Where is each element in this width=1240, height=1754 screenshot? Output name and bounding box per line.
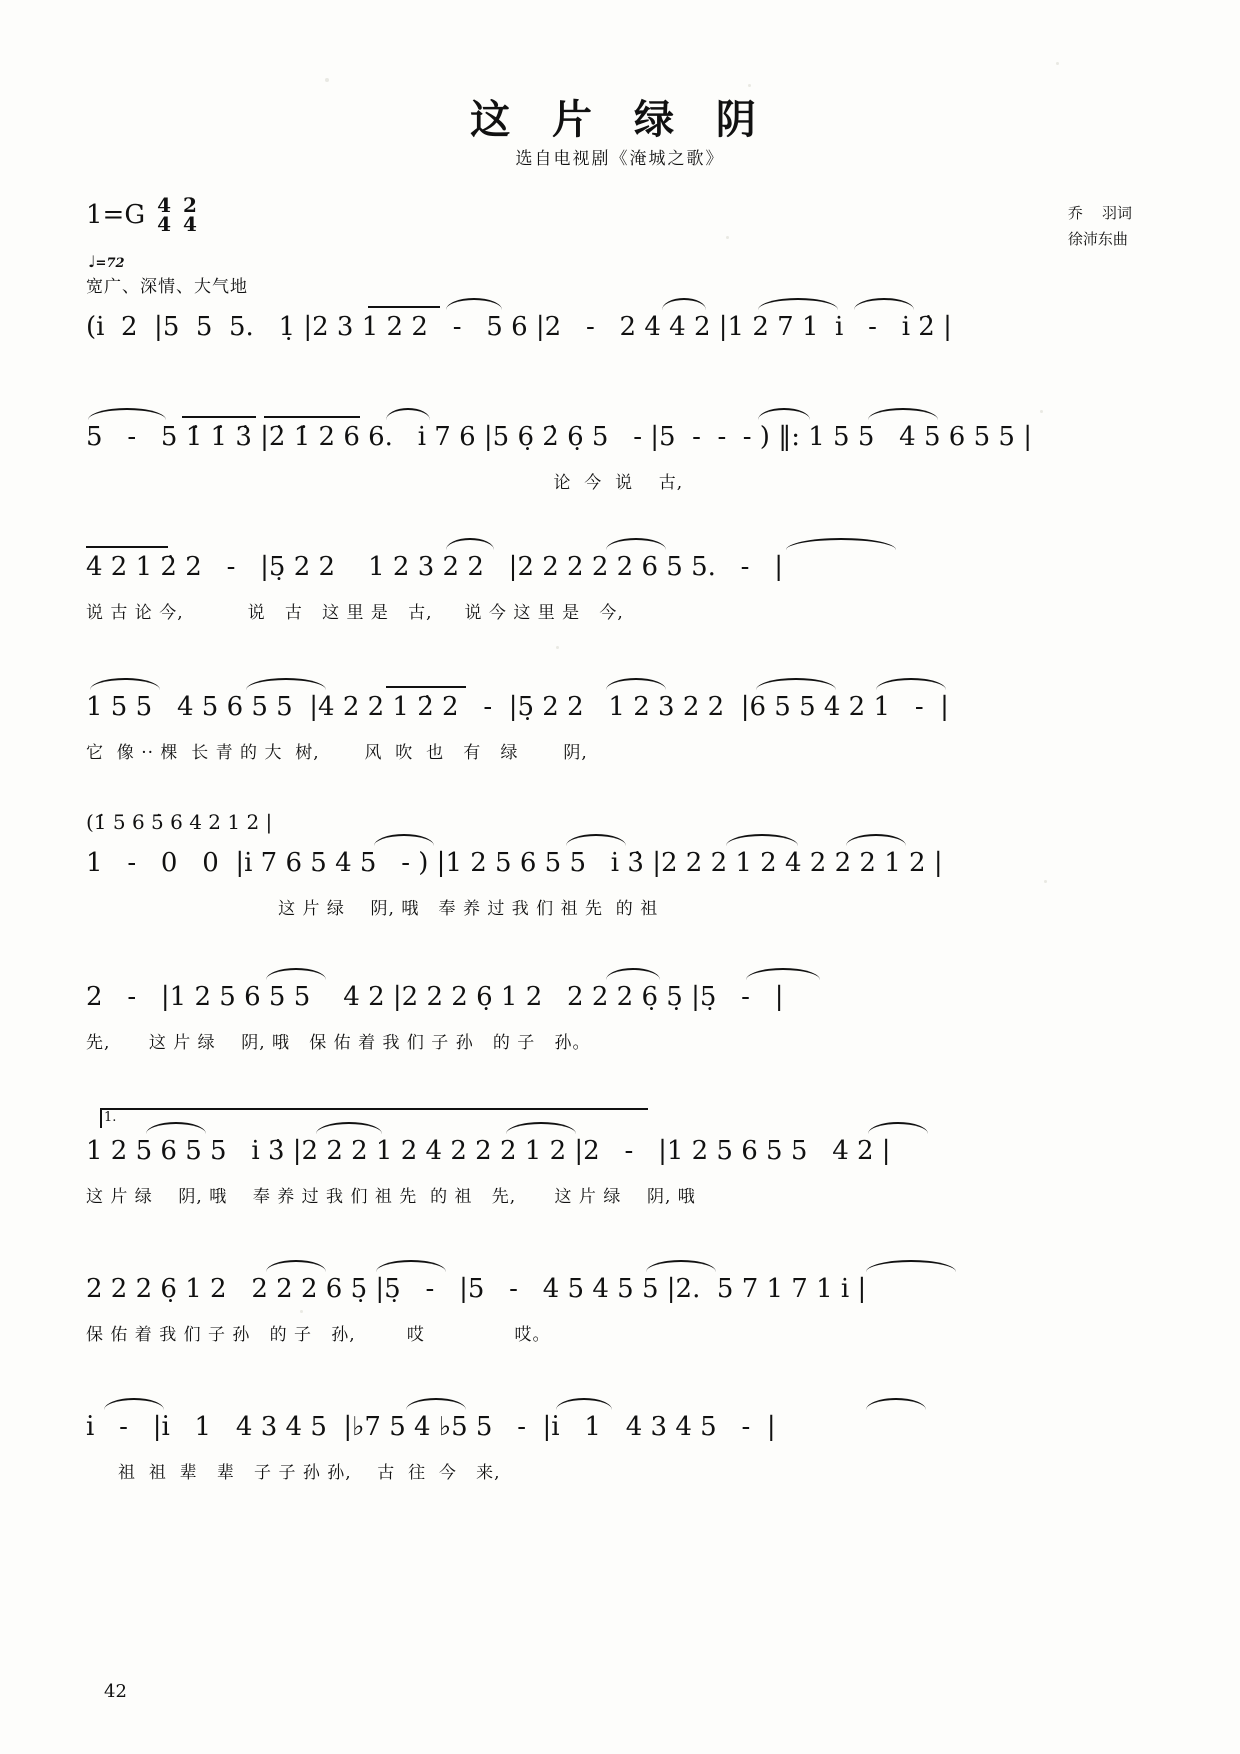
slur	[90, 678, 160, 690]
slur	[606, 678, 666, 690]
slur	[756, 678, 836, 690]
expression-marking: 宽广、深情、大气地	[86, 277, 248, 297]
notation-line: 4 2 1 2̇ 2 - |5̣ 2 2 1 2 3 2 2 |2 2 2 2 2 6 5 5. - |	[86, 552, 784, 582]
slur	[846, 834, 906, 846]
slur	[726, 834, 798, 846]
music-system	[86, 1124, 1154, 1207]
lyrics-line: 这 片 绿 阴, 哦 奉 养 过 我 们 祖 先 的 祖 先, 这 片 绿 阴, 哦	[86, 1187, 696, 1207]
beam-group	[86, 1124, 1154, 1134]
time-signature-2-4	[183, 193, 197, 236]
music-system	[86, 1400, 1154, 1483]
slur	[146, 1122, 206, 1134]
slur	[746, 968, 820, 980]
slur	[316, 1122, 382, 1134]
key-signature-label: 1=G	[86, 200, 146, 230]
paper-speck	[556, 646, 559, 649]
lyrics-line: 说 古 论 今, 说 古 这 里 是 古, 说 今 这 里 是 今,	[86, 603, 624, 623]
beam	[182, 416, 256, 418]
music-system	[86, 540, 1154, 623]
key-signature	[86, 193, 197, 236]
notation-line: 2 - |1 2 5 6 5 5 4 2 |2 2 2 6̣ 1 2 2 2 2 6̣ 5̣ |5̣ - |	[86, 982, 784, 1012]
slur	[376, 1260, 446, 1272]
slur	[646, 1260, 716, 1272]
notation-line: 1 5 5 4 5 6 5 5 |4 2 2 1 2̇ 2 - |5̣ 2 2 1 2 3 2 2 |6 5 5 4 2 1 - |	[86, 692, 949, 722]
slur	[868, 408, 938, 420]
notation-line: 1 2 5 6 5 5 i 3̇ |2 2 2 1 2 4 2 2 2 1 2 |2 - |1 2 5 6 5 5 4 2 |	[86, 1136, 891, 1166]
credits	[1068, 200, 1132, 252]
beam-group	[86, 836, 1154, 846]
lyrics-line: 祖 祖 辈 辈 子 子 孙 孙, 古 往 今 来,	[86, 1463, 501, 1483]
repeat-ending-bracket-top	[100, 1108, 648, 1110]
music-system	[86, 410, 1154, 493]
paper-speck	[325, 78, 329, 82]
time-signature-2-denominator: 4	[183, 212, 197, 236]
page-number: 42	[104, 1681, 127, 1702]
beam-group	[86, 970, 1154, 980]
notation-line: i̇ - |i̇ 1 4 3 4 5 |♭7 5 4 ♭5 5 - |i̇ 1 4 3 4 5 - |	[86, 1412, 776, 1442]
time-signature-4-4	[157, 193, 172, 236]
slur	[266, 968, 326, 980]
beam	[86, 546, 168, 548]
beam-group	[86, 540, 1154, 550]
time-signature-numerator: 4	[157, 193, 172, 217]
time-signature-2-numerator: 2	[183, 193, 197, 217]
time-signature-denominator: 4	[157, 212, 172, 236]
slur	[758, 298, 838, 310]
slur	[876, 678, 946, 690]
lyrics-line: 它 像 ·· 棵 长 青 的 大 树, 风 吹 也 有 绿 阴,	[86, 743, 588, 763]
lyrics-line: 保 佑 着 我 们 子 孙 的 子 孙, 哎 哎。	[86, 1325, 551, 1345]
notation-line: 5 - 5 1̇ 1̇ 3̇ |2̇ 1̇ 2 6 6. i 7 6 |5 6̣ 2̇ 6̣ 5 - |5 - - - ) ‖: 1 5 5 4 5 6 5 5 |	[86, 422, 1032, 452]
page-subtitle: 选自电视剧《淹城之歌》	[515, 149, 725, 169]
beam	[368, 306, 440, 308]
lyrics-line: 先, 这 片 绿 阴, 哦 保 佑 着 我 们 子 孙 的 子 孙。	[86, 1033, 591, 1053]
quarter-note-icon: ♩	[88, 252, 96, 271]
slur	[406, 1398, 466, 1410]
slur	[606, 538, 666, 550]
slur	[374, 834, 434, 846]
composer-credit: 徐沛东曲	[1067, 230, 1128, 248]
beam	[264, 416, 360, 418]
music-system	[86, 810, 1154, 919]
slur	[566, 834, 626, 846]
slur	[104, 1398, 164, 1410]
paper-speck	[748, 84, 751, 87]
beam-group	[86, 300, 1154, 310]
slur	[88, 408, 166, 420]
slur	[866, 1398, 926, 1410]
music-system	[86, 300, 1154, 344]
slur	[786, 538, 896, 550]
slur	[506, 1122, 576, 1134]
notation-line: (i 2 |5 5 5. 1̣ |2 3 1 2 2 - 5 6 |2 - 2 4 4 2 |1 2 7 1 i - i 2̇ |	[86, 312, 952, 342]
slur	[758, 408, 810, 420]
lyrics-line: 论 今 说 古,	[86, 473, 684, 493]
notation-line: 1 - 0 0 |i 7 6 5 4 5 - ) |1 2 5 6 5 5 i 3̇ |2 2 2 1 2 4 2 2 2 1 2 |	[86, 848, 943, 878]
music-system	[86, 970, 1154, 1053]
slur	[556, 1398, 612, 1410]
music-system	[86, 1262, 1154, 1345]
slur	[866, 1260, 956, 1272]
slur	[662, 298, 706, 310]
music-system	[86, 680, 1154, 763]
beam-group	[86, 1400, 1154, 1410]
paper-speck	[1056, 62, 1059, 65]
slur	[446, 538, 494, 550]
slur	[868, 1122, 928, 1134]
paper-speck	[726, 236, 729, 239]
notation-line: 2 2 2 6̣ 1 2 2 2 2 6 5̣ |5̣ - |5 - 4 5 4 5 5 |2. 5 7 1 7 1 i |	[86, 1274, 867, 1304]
slur	[246, 678, 326, 690]
beam	[386, 686, 466, 688]
repeat-ending-label: 1.	[104, 1110, 117, 1125]
beam-group	[86, 410, 1154, 420]
lyrics-line: 这 片 绿 阴, 哦 奉 养 过 我 们 祖 先 的 祖	[86, 899, 659, 919]
slur	[386, 408, 430, 420]
slur	[854, 298, 914, 310]
page-title: 这 片 绿 阴	[470, 96, 770, 143]
repeat-ending-label-wrap	[104, 1110, 164, 1125]
tempo-value: =72	[95, 256, 125, 271]
pickup-notation-line: (1̇ 5 6 5̇ 6 4 2 1 2 |	[86, 810, 273, 834]
beam-group	[86, 1262, 1154, 1272]
slur	[446, 298, 502, 310]
beam-group	[86, 680, 1154, 690]
lyricist-credit: 乔 羽词	[1067, 204, 1132, 222]
slur	[606, 968, 660, 980]
slur	[266, 1260, 326, 1272]
tempo-marking	[88, 252, 125, 271]
